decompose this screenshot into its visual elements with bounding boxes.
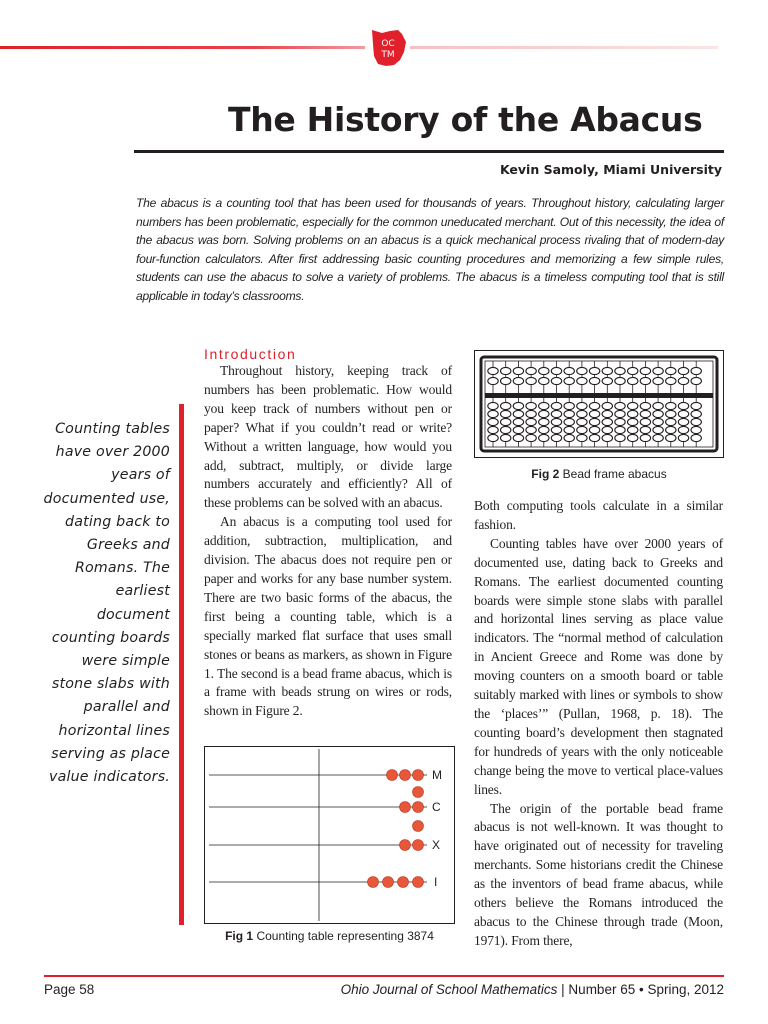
counter-bead xyxy=(400,840,411,851)
counter-bead xyxy=(368,877,379,888)
abacus-bead xyxy=(577,402,587,409)
figure-bead-frame xyxy=(474,350,724,458)
figure-counting-table xyxy=(204,746,455,924)
row-label-m: M xyxy=(432,768,442,782)
abacus-bead xyxy=(539,418,549,425)
abacus-bead xyxy=(488,367,498,374)
abacus-bead xyxy=(526,367,536,374)
abacus-bead xyxy=(678,377,688,384)
abacus-bead xyxy=(488,426,498,433)
counter-bead xyxy=(413,877,424,888)
ohio-state-icon xyxy=(368,28,410,68)
abacus-bead xyxy=(551,410,561,417)
abacus-bead xyxy=(615,377,625,384)
abacus-bead xyxy=(577,426,587,433)
abacus-bead xyxy=(691,377,701,384)
abacus-bead xyxy=(551,418,561,425)
journal-name: Ohio Journal of School Mathematics xyxy=(340,982,558,997)
page-number: Page 58 xyxy=(44,982,95,997)
counter-bead xyxy=(383,877,394,888)
abacus-bead xyxy=(526,377,536,384)
abacus-bead xyxy=(691,434,701,441)
abacus-bead xyxy=(628,426,638,433)
logo-line1: OC xyxy=(381,39,395,49)
abacus-bead xyxy=(564,434,574,441)
abstract: The abacus is a counting tool that has been used for thousands of years. Throughout history, calculating larger numbers has been problematic, especially for the common uneducated merchant. Out of this necessity, the idea of the abacus was born. Solving problems on an abacus is a quick mechanical process rivaling that of modern-day four-function calculators. After first addressing basic counting procedures and memorizing a few simple rules, students can use the abacus to solve a variety of problems. The abacus is a timeless computing tool that is still applicable in today’s classrooms. xyxy=(136,196,724,303)
abacus-bead xyxy=(577,410,587,417)
abacus-bead xyxy=(640,434,650,441)
figure2-label: Fig 2 xyxy=(531,467,560,481)
figure1-caption xyxy=(204,929,455,943)
abacus-bead xyxy=(666,410,676,417)
counting-table-diagram xyxy=(205,747,454,923)
abacus-bead xyxy=(653,402,663,409)
abacus-bead xyxy=(513,426,523,433)
abacus-bead xyxy=(640,410,650,417)
abacus-bead xyxy=(513,377,523,384)
abacus-bead xyxy=(666,418,676,425)
abacus-bead xyxy=(615,426,625,433)
counter-bead xyxy=(413,821,424,832)
abacus-bead xyxy=(501,418,511,425)
counter-bead xyxy=(398,877,409,888)
column-right xyxy=(474,497,723,951)
journal-citation xyxy=(341,982,724,997)
abacus-bead xyxy=(526,434,536,441)
abacus-bead xyxy=(564,377,574,384)
abacus-bead xyxy=(640,377,650,384)
abacus-bead xyxy=(602,377,612,384)
octm-logo xyxy=(368,28,410,68)
abacus-bead xyxy=(589,418,599,425)
abacus-bead xyxy=(653,418,663,425)
abacus-bead xyxy=(678,410,688,417)
abacus-bead xyxy=(589,426,599,433)
paragraph: The origin of the portable bead frame abacus is not well-known. It was thought to have originated out of necessity for traveling merchants. Some historians credit the Chinese as the inventors of bead frame abacus, while others believe the Romans introduced the abacus to the Chinese through trade (Moon, 1971). From there, xyxy=(474,800,723,948)
abacus-bead xyxy=(691,402,701,409)
abacus-bead xyxy=(501,410,511,417)
abacus-bead xyxy=(666,402,676,409)
abacus-bead xyxy=(640,402,650,409)
abacus-bead xyxy=(678,402,688,409)
abacus-bead xyxy=(615,418,625,425)
abacus-bead xyxy=(513,434,523,441)
logo-line2: TM xyxy=(381,50,395,60)
abacus-bead xyxy=(501,426,511,433)
abacus-bead xyxy=(539,377,549,384)
abacus-bead xyxy=(628,434,638,441)
figure2-caption xyxy=(474,467,724,481)
abacus-bead xyxy=(602,418,612,425)
abacus-bead xyxy=(488,410,498,417)
counter-bead xyxy=(413,770,424,781)
abacus-bead xyxy=(628,377,638,384)
abacus-bead xyxy=(564,367,574,374)
row-label-i: I xyxy=(434,875,438,889)
column-left xyxy=(204,362,452,721)
counter-bead xyxy=(413,840,424,851)
abacus-bead xyxy=(589,377,599,384)
abacus-bead xyxy=(640,426,650,433)
pull-quote-bar xyxy=(179,404,184,925)
paragraph: Both computing tools calculate in a similar fashion. xyxy=(474,498,723,532)
abacus-bead xyxy=(678,426,688,433)
abacus-bead xyxy=(539,367,549,374)
abacus-bead xyxy=(615,367,625,374)
pull-quote: Counting tables have over 2000 years of documented use, dating back to Greeks and Romans. The earliest document counting boards were simple stone slabs with parallel and horizontal lines serving as place value indicators. xyxy=(43,421,170,786)
abacus-bead xyxy=(501,377,511,384)
abacus-bead xyxy=(513,367,523,374)
abacus-bead xyxy=(513,410,523,417)
paragraph: Counting tables have over 2000 years of documented use, dating back to Greeks and Romans. The earliest documented counting boards were simple stone slabs with parallel and horizontal lines serving as place value indicators. The “normal method of calculation in Ancient Greece and Rome was done by moving counters on a smooth board or table suitably marked with lines or symbols to show the ‘places’” (Pullan, 1968, p. 18). The counting board’s development then stagnated for hundreds of years with the only noticeable change being the move to vertical place-values lines. xyxy=(474,535,723,797)
abacus-bead xyxy=(564,418,574,425)
abacus-bead xyxy=(539,434,549,441)
abacus-bead xyxy=(589,367,599,374)
abacus-bead xyxy=(678,367,688,374)
abacus-bead xyxy=(526,410,536,417)
abacus-bead xyxy=(653,410,663,417)
abacus-bead xyxy=(666,377,676,384)
abacus-bead xyxy=(666,434,676,441)
abacus-bead xyxy=(602,402,612,409)
abacus-bead xyxy=(564,402,574,409)
title-rule xyxy=(134,150,724,153)
abacus-bead xyxy=(539,410,549,417)
abacus-bead xyxy=(577,418,587,425)
abacus-bead xyxy=(666,426,676,433)
abacus-bead xyxy=(488,377,498,384)
abacus-bead xyxy=(666,367,676,374)
abacus-bead xyxy=(653,367,663,374)
abacus-bead xyxy=(640,418,650,425)
abacus-bead xyxy=(488,418,498,425)
abacus-bead xyxy=(615,402,625,409)
abacus-bead xyxy=(589,434,599,441)
counter-bead xyxy=(400,770,411,781)
figure1-label: Fig 1 xyxy=(225,929,254,943)
abacus-illustration xyxy=(475,351,723,457)
abacus-bead xyxy=(488,434,498,441)
abacus-bead xyxy=(691,418,701,425)
abacus-bead xyxy=(615,410,625,417)
abacus-bead xyxy=(602,410,612,417)
journal-issue: | Number 65 • Spring, 2012 xyxy=(557,982,724,997)
abacus-bead xyxy=(628,418,638,425)
paragraph: An abacus is a computing tool used for addition, subtraction, multiplication, and division. The abacus does not require pen or paper and works for any base number system. There are two basic forms of the abacus, the first being a counting table, which is a specially marked flat surface that uses small stones or beans as markers, as shown in Figure 1. The second is a bead frame abacus, which is a frame with beads strung on wires or rods, shown in Figure 2. xyxy=(204,514,452,719)
abacus-bead xyxy=(564,426,574,433)
abacus-bead xyxy=(551,377,561,384)
abacus-bead xyxy=(488,402,498,409)
paragraph: Throughout history, keeping track of numbers has been problematic. How would you keep track of numbers without pen or paper? What if you couldn’t read or write? Without a written language, how would you add, subtract, multiply, or divide large numbers accurately and efficiently? All of these problems can be solved with an abacus. xyxy=(204,363,452,511)
abacus-bead xyxy=(577,377,587,384)
abacus-bead xyxy=(526,418,536,425)
abacus-bead xyxy=(551,402,561,409)
abacus-bead xyxy=(691,410,701,417)
footer-rule xyxy=(44,975,724,977)
row-label-x: X xyxy=(432,838,441,852)
abacus-bead xyxy=(628,410,638,417)
row-label-c: C xyxy=(432,800,441,814)
abacus-bead xyxy=(678,434,688,441)
abacus-bead xyxy=(564,410,574,417)
abacus-bead xyxy=(628,367,638,374)
abacus-bead xyxy=(628,402,638,409)
abacus-bead xyxy=(501,434,511,441)
abacus-bead xyxy=(653,434,663,441)
abacus-bead xyxy=(551,367,561,374)
section-heading: Introduction xyxy=(204,346,297,362)
abacus-bead xyxy=(551,434,561,441)
abacus-bead xyxy=(526,402,536,409)
abacus-bead xyxy=(539,402,549,409)
figure2-caption-text: Bead frame abacus xyxy=(562,467,667,481)
abacus-bead xyxy=(691,426,701,433)
author-line: Kevin Samoly, Miami University xyxy=(499,162,722,177)
abacus-bead xyxy=(526,426,536,433)
counter-bead xyxy=(413,802,424,813)
abacus-bead xyxy=(653,426,663,433)
article-title: The History of the Abacus xyxy=(228,100,703,139)
abacus-bead xyxy=(640,367,650,374)
abacus-bead xyxy=(691,367,701,374)
counter-bead xyxy=(387,770,398,781)
abacus-bead xyxy=(577,434,587,441)
abacus-bead xyxy=(501,402,511,409)
abacus-bead xyxy=(577,367,587,374)
abacus-bead xyxy=(615,434,625,441)
counter-bead xyxy=(400,802,411,813)
abacus-bead xyxy=(678,418,688,425)
abacus-bead xyxy=(589,402,599,409)
abacus-bead xyxy=(513,402,523,409)
abacus-bead xyxy=(653,377,663,384)
abacus-bead xyxy=(602,367,612,374)
abacus-bead xyxy=(501,367,511,374)
abacus-bead xyxy=(602,426,612,433)
abacus-bead xyxy=(589,410,599,417)
counter-bead xyxy=(413,787,424,798)
abacus-bead xyxy=(539,426,549,433)
figure1-caption-text: Counting table representing 3874 xyxy=(256,929,434,943)
abacus-bead xyxy=(551,426,561,433)
abacus-bead xyxy=(513,418,523,425)
abacus-bead xyxy=(602,434,612,441)
